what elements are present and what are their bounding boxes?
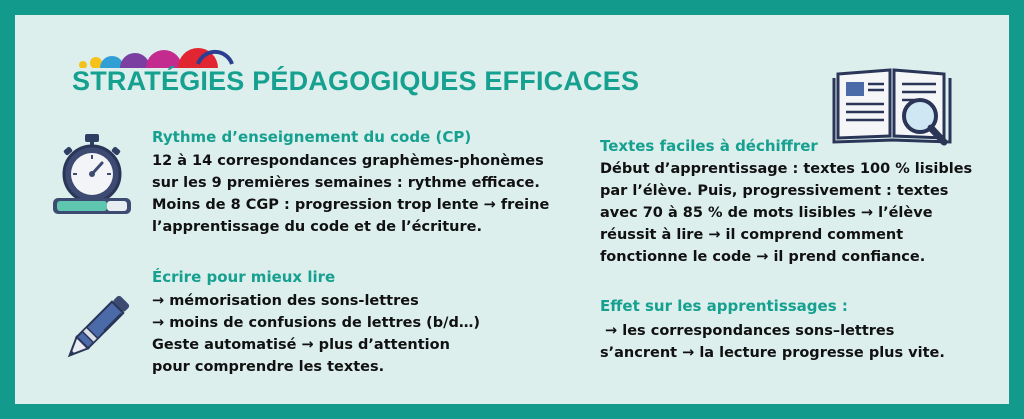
text-line: → moins de confusions de lettres (b/d…) <box>152 315 480 331</box>
textes-text <box>600 158 972 268</box>
textes-heading: Textes faciles à déchiffrer <box>600 137 818 155</box>
effet-heading: Effet sur les apprentissages : <box>600 297 848 315</box>
text-line: s’ancrent → la lecture progresse plus vite. <box>600 345 945 361</box>
ecrire-text <box>152 290 480 378</box>
text-line: → les correspondances sons–lettres <box>600 323 895 339</box>
open-book-magnifier-icon <box>832 62 952 146</box>
text-line: par l’élève. Puis, progressivement : textes <box>600 183 949 199</box>
text-line: → mémorisation des sons-lettres <box>152 293 419 309</box>
text-line: Geste automatisé → plus d’attention <box>152 337 450 353</box>
text-line: Début d’apprentissage : textes 100 % lisibles <box>600 161 973 177</box>
text-line: 12 à 14 correspondances graphèmes-phonèmes <box>152 153 544 169</box>
text-line: pour comprendre les textes. <box>152 359 385 375</box>
text-line: sur les 9 premières semaines : rythme efficace. <box>152 175 540 191</box>
text-line: Moins de 8 CGP : progression trop lente → freine <box>152 197 550 213</box>
page-title: STRATÉGIES PÉDAGOGIQUES EFFICACES <box>72 66 640 96</box>
ecrire-heading: Écrire pour mieux lire <box>152 268 336 286</box>
text-line: l’apprentissage du code et de l’écriture. <box>152 219 482 235</box>
text-line: avec 70 à 85 % de mots lisibles → l’élève <box>600 205 933 221</box>
effet-text <box>600 320 945 364</box>
text-line: réussit à lire → il comprend comment <box>600 227 904 243</box>
pen-icon <box>55 290 135 370</box>
rythme-heading: Rythme d’enseignement du code (CP) <box>152 128 472 146</box>
rainbow-arcs-logo <box>76 38 236 68</box>
text-line: fonctionne le code → il prend confiance. <box>600 249 926 265</box>
rythme-text <box>152 150 549 238</box>
stopwatch-icon <box>50 132 134 218</box>
